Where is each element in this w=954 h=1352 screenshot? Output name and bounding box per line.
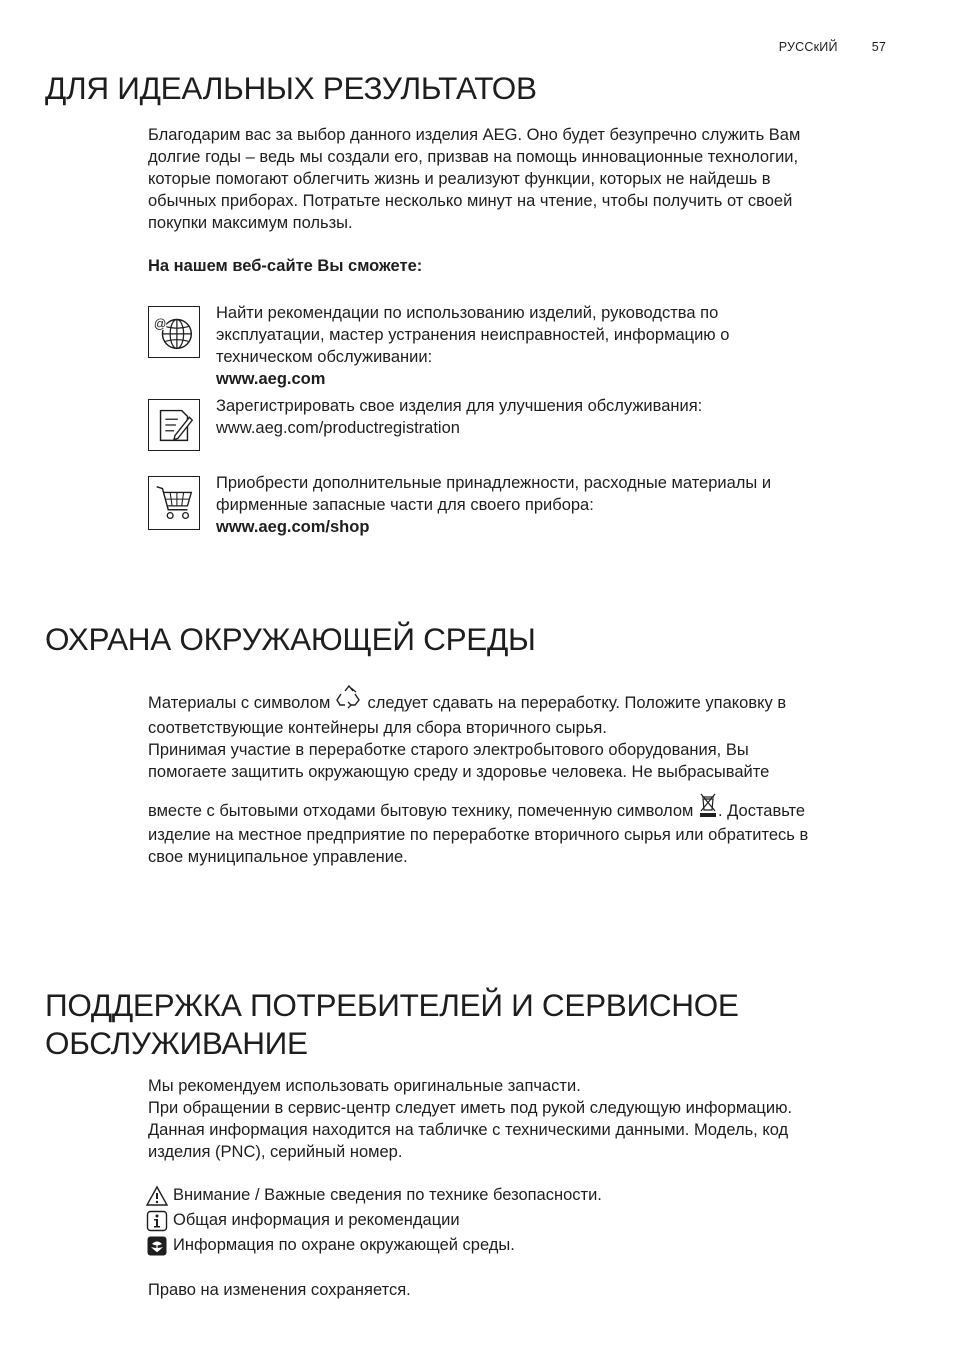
shopping-cart-icon	[148, 476, 200, 530]
eco-leaf-icon	[146, 1235, 168, 1257]
intro-line: которые помогают облегчить жизнь и реализуют функции, которых не найдешь в	[148, 170, 771, 188]
item-line: Приобрести дополнительные принадлежности, расходные материалы и	[216, 474, 772, 492]
section-title-environment: ОХРАНА ОКРУЖАЮЩЕЙ СРЕДЫ	[45, 621, 536, 657]
product-registration-link[interactable]: www.aeg.com/productregistration	[216, 419, 460, 437]
title-line: ОБСЛУЖИВАНИЕ	[45, 1025, 308, 1061]
environment-line: соответствующие контейнеры для сбора вторичного сырья.	[148, 719, 607, 737]
environment-line	[148, 792, 908, 824]
website-item-text	[216, 395, 856, 439]
support-line: Мы рекомендуем использовать оригинальные запчасти.	[148, 1077, 581, 1095]
warning-icon	[146, 1185, 168, 1207]
section-title-results: ДЛЯ ИДЕАЛЬНЫХ РЕЗУЛЬТАТОВ	[45, 70, 537, 106]
page-number: 57	[871, 40, 886, 54]
legend-item	[146, 1233, 602, 1258]
section-title-support	[45, 986, 739, 1062]
info-icon	[146, 1210, 168, 1232]
environment-line: свое муниципальное управление.	[148, 848, 408, 866]
support-line: Данная информация находится на табличке с техническими данными. Модель, код	[148, 1121, 789, 1139]
item-line: техническом обслуживании:	[216, 348, 433, 366]
legend-text: Информация по охране окружающей среды.	[173, 1236, 515, 1254]
intro-line: долгие годы – ведь мы создали его, призвав на помощь инновационные технологии,	[148, 148, 799, 166]
support-paragraph	[148, 1075, 908, 1163]
website-item-text	[216, 302, 856, 390]
language-label: РУССкИЙ	[778, 40, 838, 54]
environment-text: Материалы с символом	[148, 694, 331, 712]
aeg-website-link[interactable]: www.aeg.com	[216, 370, 326, 388]
website-heading: На нашем веб-сайте Вы сможете:	[148, 257, 423, 275]
intro-paragraph	[148, 124, 888, 234]
legend-text: Внимание / Важные сведения по технике безопасности.	[173, 1186, 602, 1204]
website-item-text	[216, 472, 856, 538]
environment-text: вместе с бытовыми отходами бытовую технику, помеченную символом	[148, 802, 694, 820]
title-line: ПОДДЕРЖКА ПОТРЕБИТЕЛЕЙ И СЕРВИСНОЕ	[45, 987, 739, 1023]
environment-line: помогаете защитить окружающую среду и здоровье человека. Не выбрасывайте	[148, 763, 770, 781]
intro-line: покупки максимум пользы.	[148, 214, 353, 232]
aeg-shop-link[interactable]: www.aeg.com/shop	[216, 518, 370, 536]
environment-text: следует сдавать на переработку. Положите упаковку в	[367, 694, 787, 712]
environment-line: изделие на местное предприятие по переработке вторичного сырья или обратитесь в	[148, 826, 809, 844]
legend-text: Общая информация и рекомендации	[173, 1211, 460, 1229]
item-line: Найти рекомендации по использованию изделий, руководства по	[216, 304, 719, 322]
svg-text:@: @	[153, 317, 167, 332]
intro-line: Благодарим вас за выбор данного изделия AEG. Оно будет безупречно служить Вам	[148, 126, 801, 144]
registration-form-icon	[148, 399, 200, 451]
page-header	[779, 40, 886, 54]
globe-icon	[148, 306, 200, 358]
footer-note: Право на изменения сохраняется.	[148, 1281, 411, 1299]
environment-paragraph	[148, 683, 908, 868]
legend-item	[146, 1183, 602, 1208]
item-line: Зарегистрировать свое изделия для улучшения обслуживания:	[216, 397, 703, 415]
symbol-legend	[146, 1183, 602, 1258]
environment-text: . Доставьте	[717, 802, 806, 820]
item-line: фирменные запасные части для своего прибора:	[216, 496, 594, 514]
legend-item	[146, 1208, 602, 1233]
environment-line	[148, 683, 908, 717]
support-line: При обращении в сервис-центр следует иметь под рукой следующую информацию.	[148, 1099, 793, 1117]
item-line: эксплуатации, мастер устранения неисправностей, информацию о	[216, 326, 730, 344]
recycle-icon	[335, 683, 363, 717]
intro-line: обычных приборах. Потратьте несколько минут на чтение, чтобы получить от своей	[148, 192, 793, 210]
support-line: изделия (PNC), серийный номер.	[148, 1143, 403, 1161]
weee-bin-icon	[698, 792, 718, 824]
environment-line: Принимая участие в переработке старого электробытового оборудования, Вы	[148, 741, 749, 759]
